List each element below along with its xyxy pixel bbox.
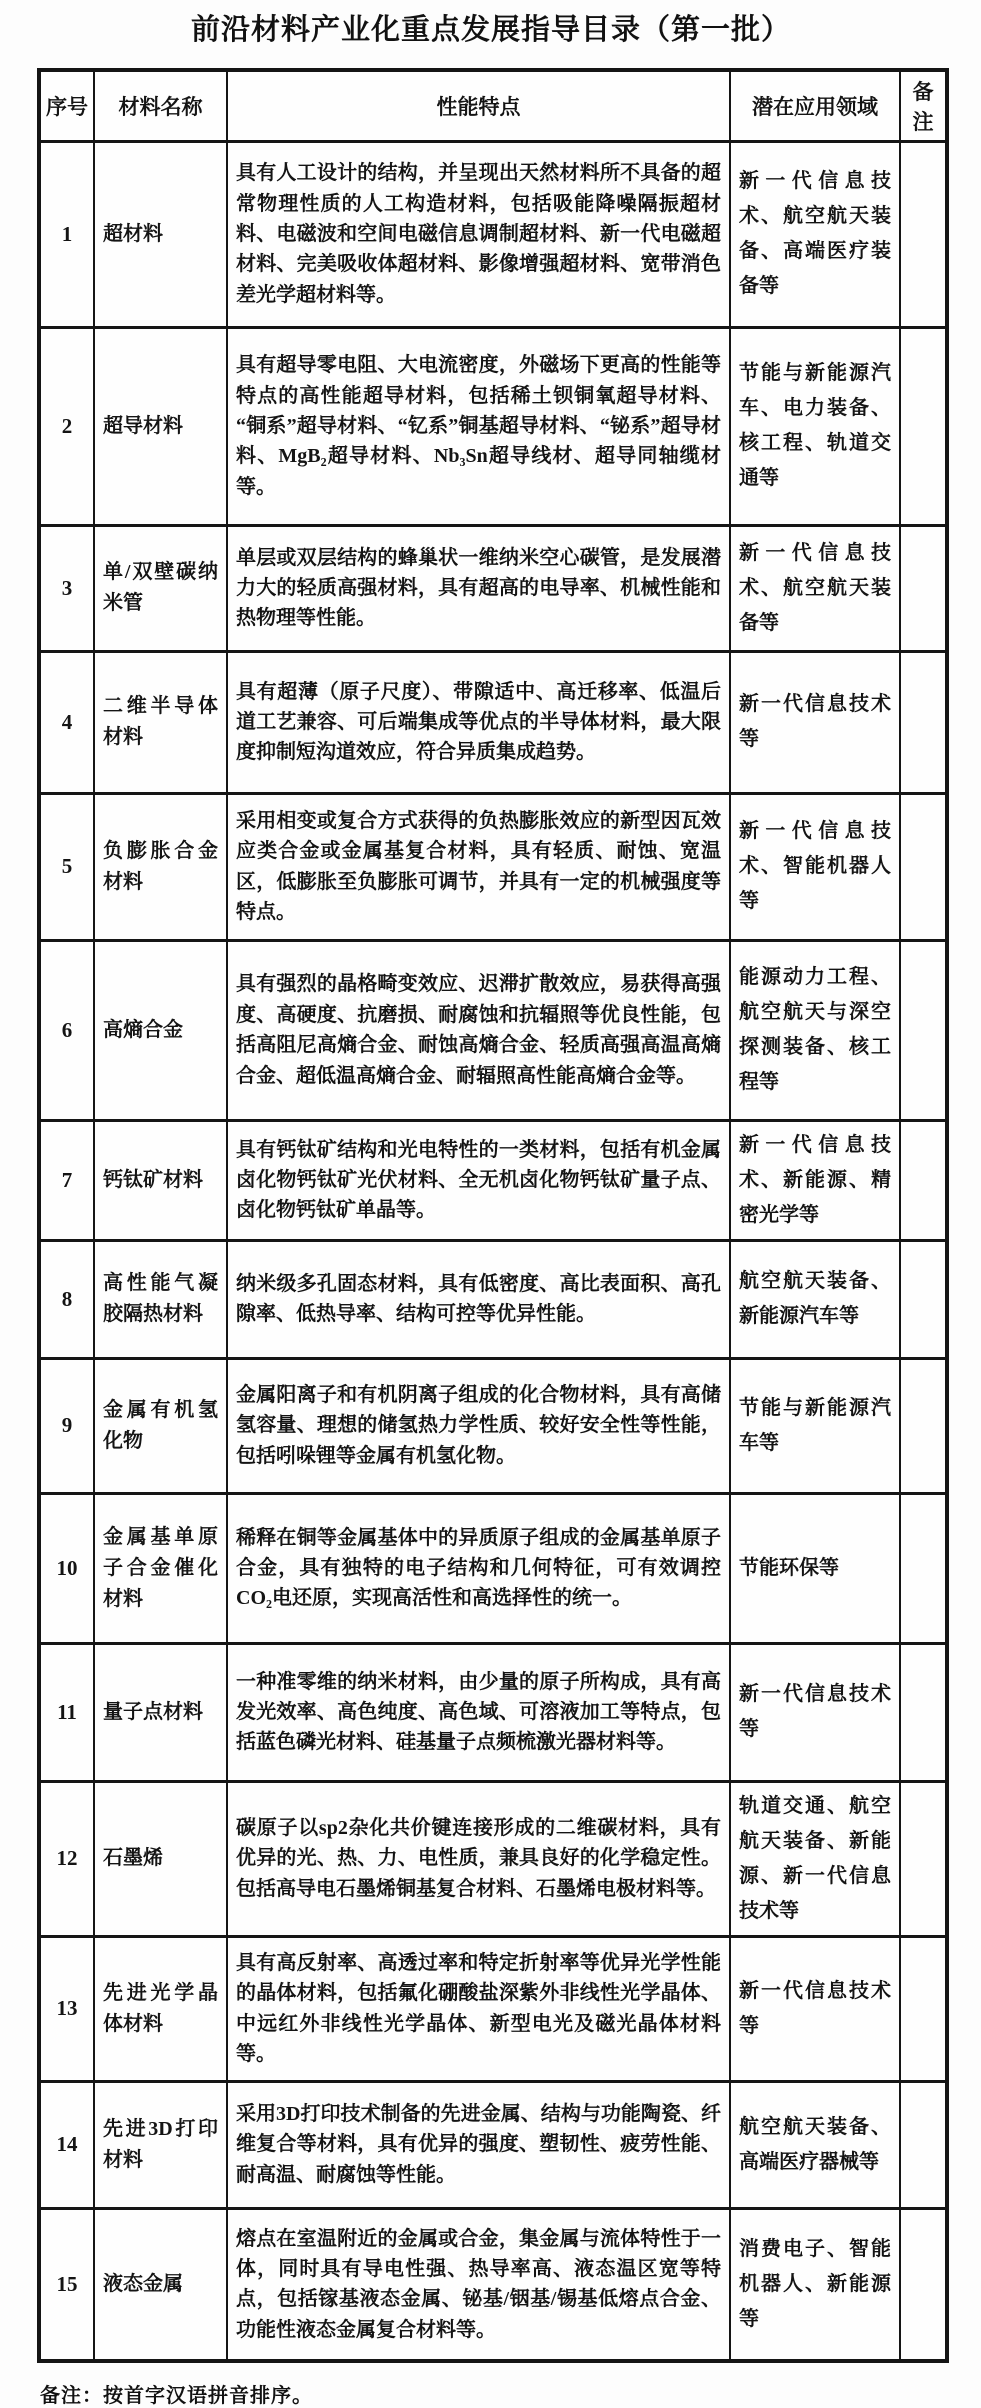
applications-cell: 新一代信息技术、航空航天装备、高端医疗装备等 <box>730 141 900 327</box>
remark-cell <box>900 525 947 651</box>
table-row <box>39 2081 947 2208</box>
applications-cell: 新一代信息技术、航空航天装备等 <box>730 525 900 651</box>
applications-cell: 节能环保等 <box>730 1493 900 1643</box>
table-row <box>39 1781 947 1936</box>
row-no-cell: 7 <box>39 1120 94 1240</box>
table-row <box>39 793 947 940</box>
features-cell: 一种准零维的纳米材料，由少量的原子所构成，具有高发光效率、高色纯度、高色域、可溶液加工等特点，包括蓝色磷光材料、硅基量子点频梳激光器材料等。 <box>227 1643 730 1781</box>
table-header <box>39 70 947 142</box>
table-row <box>39 525 947 651</box>
features-cell: 具有超导零电阻、大电流密度，外磁场下更高的性能等特点的高性能超导材料，包括稀土钡铜氧超导材料、“铜系”超导材料、“钇系”铜基超导材料、“铋系”超导材料、MgB₂超导材料、Nb₃Sn超导线材、超导同轴缆材等。 <box>227 327 730 525</box>
material-name-cell: 石墨烯 <box>94 1781 227 1936</box>
table-row <box>39 940 947 1120</box>
remark-cell <box>900 141 947 327</box>
features-cell: 具有超薄（原子尺度）、带隙适中、高迁移率、低温后道工艺兼容、可后端集成等优点的半导体材料，最大限度抑制短沟道效应，符合异质集成趋势。 <box>227 651 730 793</box>
remark-cell <box>900 1493 947 1643</box>
row-no-cell: 8 <box>39 1240 94 1358</box>
applications-cell: 新一代信息技术、新能源、精密光学等 <box>730 1120 900 1240</box>
remark-cell <box>900 793 947 940</box>
row-no-cell: 14 <box>39 2081 94 2208</box>
header-performance-features: 性能特点 <box>227 70 730 142</box>
table-row <box>39 1120 947 1240</box>
applications-cell: 新一代信息技术等 <box>730 1643 900 1781</box>
features-cell: 具有钙钛矿结构和光电特性的一类材料，包括有机金属卤化物钙钛矿光伏材料、全无机卤化物钙钛矿量子点、卤化物钙钛矿单晶等。 <box>227 1120 730 1240</box>
row-no-cell: 2 <box>39 327 94 525</box>
row-no-cell: 5 <box>39 793 94 940</box>
remark-cell <box>900 1643 947 1781</box>
material-name-cell: 钙钛矿材料 <box>94 1120 227 1240</box>
remark-cell <box>900 1240 947 1358</box>
header-row <box>39 70 947 142</box>
row-no-cell: 3 <box>39 525 94 651</box>
features-cell: 采用3D打印技术制备的先进金属、结构与功能陶瓷、纤维复合等材料，具有优异的强度、塑韧性、疲劳性能、耐高温、耐腐蚀等性能。 <box>227 2081 730 2208</box>
table-row <box>39 1240 947 1358</box>
material-name-cell: 负膨胀合金材料 <box>94 793 227 940</box>
table-row <box>39 141 947 327</box>
applications-cell: 能源动力工程、航空航天与深空探测装备、核工程等 <box>730 940 900 1120</box>
material-name-cell: 液态金属 <box>94 2208 227 2361</box>
table-row <box>39 1358 947 1493</box>
features-cell: 碳原子以sp2杂化共价键连接形成的二维碳材料，具有优异的光、热、力、电性质，兼具良好的化学稳定性。包括高导电石墨烯铜基复合材料、石墨烯电极材料等。 <box>227 1781 730 1936</box>
row-no-cell: 10 <box>39 1493 94 1643</box>
material-name-cell: 高熵合金 <box>94 940 227 1120</box>
remark-cell <box>900 2208 947 2361</box>
features-cell: 具有高反射率、高透过率和特定折射率等优异光学性能的晶体材料，包括氟化硼酸盐深紫外非线性光学晶体、中远红外非线性光学晶体、新型电光及磁光晶体材料等。 <box>227 1936 730 2081</box>
applications-cell: 新一代信息技术等 <box>730 1936 900 2081</box>
remark-cell <box>900 2081 947 2208</box>
page-title: 前沿材料产业化重点发展指导目录（第一批） <box>190 14 791 46</box>
features-cell: 熔点在室温附近的金属或合金，集金属与流体特性于一体，同时具有导电性强、热导率高、液态温区宽等特点，包括镓基液态金属、铋基/铟基/锡基低熔点合金、功能性液态金属复合材料等。 <box>227 2208 730 2361</box>
footnote: 备注：按首字汉语拼音排序。 <box>40 2385 313 2408</box>
remark-cell <box>900 327 947 525</box>
features-cell: 金属阳离子和有机阴离子组成的化合物材料，具有高储氢容量、理想的储氢热力学性质、较好安全性等性能，包括吲哚锂等金属有机氢化物。 <box>227 1358 730 1493</box>
applications-cell: 节能与新能源汽车、电力装备、核工程、轨道交通等 <box>730 327 900 525</box>
material-name-cell: 先进3D打印材料 <box>94 2081 227 2208</box>
material-name-cell: 金属基单原子合金催化材料 <box>94 1493 227 1643</box>
material-name-cell: 先进光学晶体材料 <box>94 1936 227 2081</box>
row-no-cell: 13 <box>39 1936 94 2081</box>
remark-cell <box>900 651 947 793</box>
features-cell: 纳米级多孔固态材料，具有低密度、高比表面积、高孔隙率、低热导率、结构可控等优异性能。 <box>227 1240 730 1358</box>
remark-cell <box>900 1936 947 2081</box>
header-material-name: 材料名称 <box>94 70 227 142</box>
applications-cell: 新一代信息技术、智能机器人等 <box>730 793 900 940</box>
features-cell: 具有强烈的晶格畸变效应、迟滞扩散效应，易获得高强度、高硬度、抗磨损、耐腐蚀和抗辐照等优良性能，包括高阻尼高熵合金、耐蚀高熵合金、轻质高强高温高熵合金、超低温高熵合金、耐辐照高性能高熵合金等。 <box>227 940 730 1120</box>
header-remarks: 备注 <box>900 70 947 142</box>
material-name-cell: 高性能气凝胶隔热材料 <box>94 1240 227 1358</box>
materials-catalog-table <box>37 68 949 2364</box>
row-no-cell: 11 <box>39 1643 94 1781</box>
material-name-cell: 二维半导体材料 <box>94 651 227 793</box>
features-cell: 采用相变或复合方式获得的负热膨胀效应的新型因瓦效应类合金或金属基复合材料，具有轻质、耐蚀、宽温区，低膨胀至负膨胀可调节，并具有一定的机械强度等特点。 <box>227 793 730 940</box>
features-cell: 具有人工设计的结构，并呈现出天然材料所不具备的超常物理性质的人工构造材料，包括吸能降噪隔振超材料、电磁波和空间电磁信息调制超材料、新一代电磁超材料、完美吸收体超材料、影像增强超材料、宽带消色差光学超材料等。 <box>227 141 730 327</box>
table-row <box>39 2208 947 2361</box>
applications-cell: 轨道交通、航空航天装备、新能源、新一代信息技术等 <box>730 1781 900 1936</box>
material-name-cell: 单/双壁碳纳米管 <box>94 525 227 651</box>
table-row <box>39 327 947 525</box>
row-no-cell: 1 <box>39 141 94 327</box>
table-row <box>39 1936 947 2081</box>
row-no-cell: 12 <box>39 1781 94 1936</box>
remark-cell <box>900 1781 947 1936</box>
applications-cell: 消费电子、智能机器人、新能源等 <box>730 2208 900 2361</box>
applications-cell: 新一代信息技术等 <box>730 651 900 793</box>
header-potential-applications: 潜在应用领域 <box>730 70 900 142</box>
row-no-cell: 6 <box>39 940 94 1120</box>
table-row <box>39 651 947 793</box>
row-no-cell: 4 <box>39 651 94 793</box>
features-cell: 稀释在铜等金属基体中的异质原子组成的金属基单原子合金，具有独特的电子结构和几何特征，可有效调控CO₂电还原，实现高活性和高选择性的统一。 <box>227 1493 730 1643</box>
features-cell: 单层或双层结构的蜂巢状一维纳米空心碳管，是发展潜力大的轻质高强材料，具有超高的电导率、机械性能和热物理等性能。 <box>227 525 730 651</box>
remark-cell <box>900 1120 947 1240</box>
applications-cell: 航空航天装备、新能源汽车等 <box>730 1240 900 1358</box>
remark-cell <box>900 1358 947 1493</box>
row-no-cell: 15 <box>39 2208 94 2361</box>
header-serial-number: 序号 <box>39 70 94 142</box>
material-name-cell: 超导材料 <box>94 327 227 525</box>
table-row <box>39 1493 947 1643</box>
applications-cell: 航空航天装备、高端医疗器械等 <box>730 2081 900 2208</box>
remark-cell <box>900 940 947 1120</box>
table-body <box>39 141 947 2361</box>
material-name-cell: 量子点材料 <box>94 1643 227 1781</box>
table-row <box>39 1643 947 1781</box>
material-name-cell: 超材料 <box>94 141 227 327</box>
row-no-cell: 9 <box>39 1358 94 1493</box>
material-name-cell: 金属有机氢化物 <box>94 1358 227 1493</box>
applications-cell: 节能与新能源汽车等 <box>730 1358 900 1493</box>
